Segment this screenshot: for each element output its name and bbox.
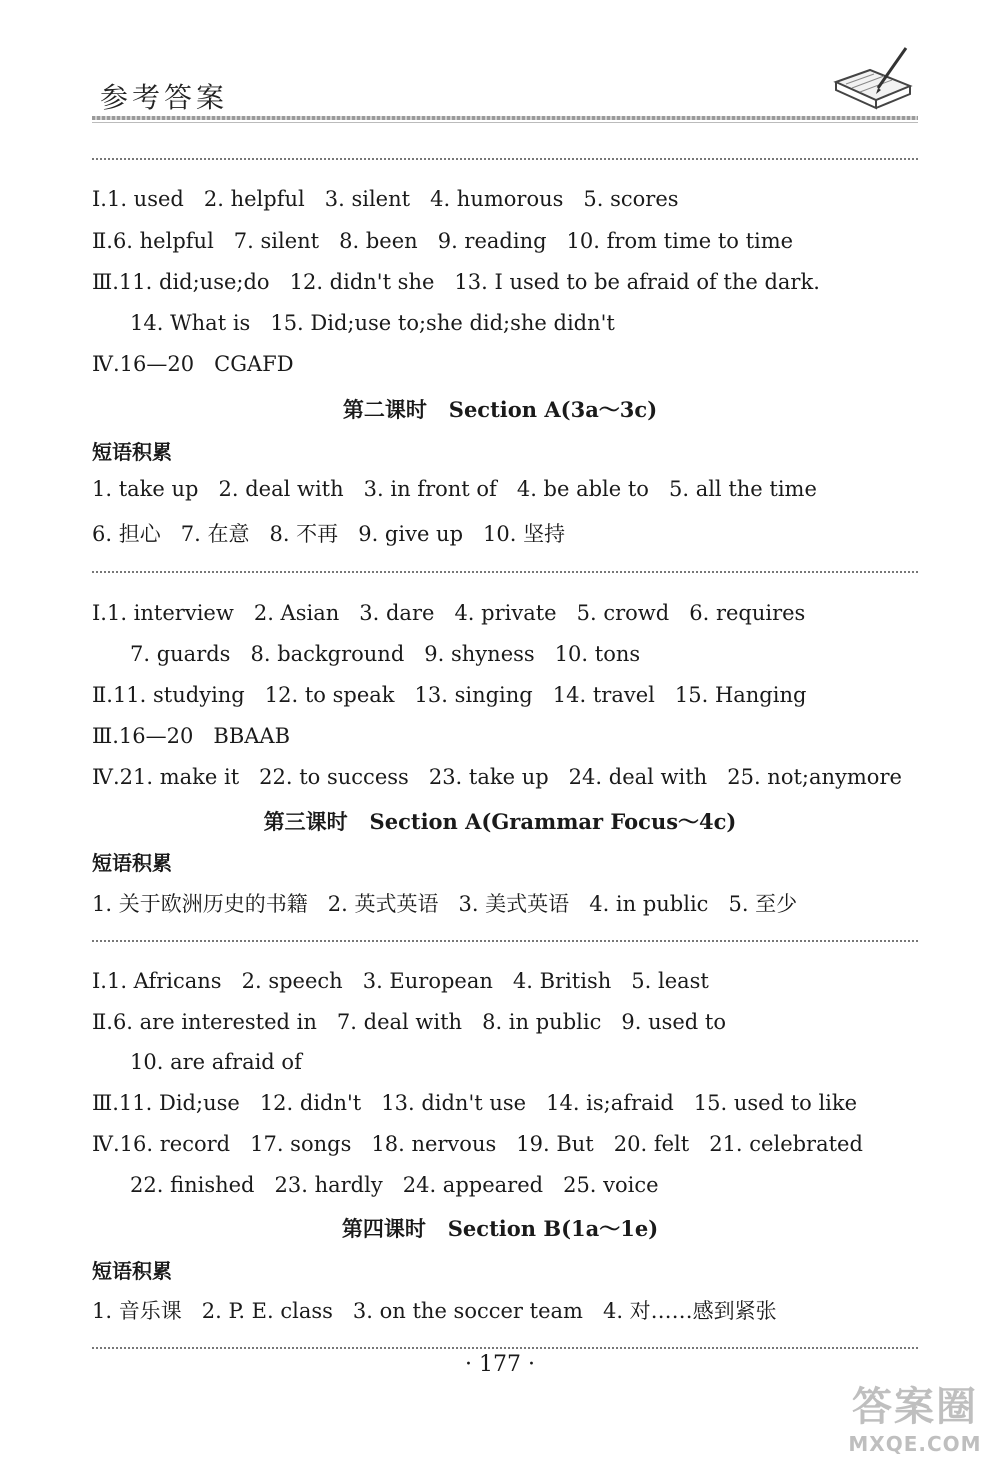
phrases-label: 短语积累 [92, 1259, 172, 1283]
watermark-logo: 答案圈 [852, 1384, 978, 1430]
dotted-divider [92, 940, 918, 942]
header-title: 参考答案 [100, 81, 229, 114]
section-title: 第二课时 Section A(3a～3c) [342, 397, 658, 422]
dotted-divider [92, 571, 918, 573]
answer-line: Ⅱ.6. are interested in 7. deal with 8. in public 9. used to [92, 1010, 726, 1034]
answer-line: 22. finished 23. hardly 24. appeared 25. voice [130, 1173, 659, 1197]
dotted-divider [92, 158, 918, 160]
header-rule-thin [92, 122, 918, 123]
answer-line: 14. What is 15. Did;use to;she did;she didn't [130, 311, 615, 335]
section-title: 第三课时 Section A(Grammar Focus～4c) [263, 809, 737, 834]
answer-line: Ⅰ.1. interview 2. Asian 3. dare 4. private 5. crowd 6. requires [92, 601, 806, 625]
answer-line: Ⅱ.11. studying 12. to speak 13. singing 14. travel 15. Hanging [92, 683, 807, 707]
phrase-line: 1. 关于欧洲历史的书籍 2. 英式英语 3. 美式英语 4. in public 5. 至少 [92, 892, 798, 916]
answer-line: Ⅳ.21. make it 22. to success 23. take up 24. deal with 25. not;anymore [92, 765, 902, 789]
phrases-label: 短语积累 [92, 440, 172, 464]
watermark [840, 1375, 990, 1456]
answer-line: Ⅲ.11. Did;use 12. didn't 13. didn't use 14. is;afraid 15. used to like [92, 1091, 858, 1115]
phrase-line: 6. 担心 7. 在意 8. 不再 9. give up 10. 坚持 [92, 522, 566, 546]
answer-line: Ⅰ.1. used 2. helpful 3. silent 4. humorous 5. scores [92, 187, 679, 211]
answer-line: Ⅲ.11. did;use;do 12. didn't she 13. I used to be afraid of the dark. [92, 270, 820, 294]
answer-line: Ⅳ.16. record 17. songs 18. nervous 19. But 20. felt 21. celebrated [92, 1132, 863, 1156]
header-rule [92, 116, 918, 120]
answer-line: Ⅳ.16—20 CGAFD [92, 352, 294, 376]
phrases-label: 短语积累 [92, 851, 172, 875]
notebook-pen-icon [830, 42, 916, 118]
page-number: · 177 · [465, 1352, 535, 1377]
phrase-line: 1. 音乐课 2. P. E. class 3. on the soccer team 4. 对……感到紧张 [92, 1299, 777, 1323]
phrase-line: 1. take up 2. deal with 3. in front of 4. be able to 5. all the time [92, 477, 817, 501]
watermark-url: MXQE.COM [848, 1432, 982, 1456]
section-title: 第四课时 Section B(1a～1e) [341, 1216, 659, 1241]
answer-line: Ⅲ.16—20 BBAAB [92, 724, 291, 748]
answer-line: 7. guards 8. background 9. shyness 10. tons [130, 642, 641, 666]
dotted-divider [92, 1347, 918, 1349]
answer-line: Ⅱ.6. helpful 7. silent 8. been 9. reading 10. from time to time [92, 229, 794, 253]
answer-line: Ⅰ.1. Africans 2. speech 3. European 4. British 5. least [92, 969, 709, 993]
answer-line: 10. are afraid of [130, 1050, 302, 1074]
